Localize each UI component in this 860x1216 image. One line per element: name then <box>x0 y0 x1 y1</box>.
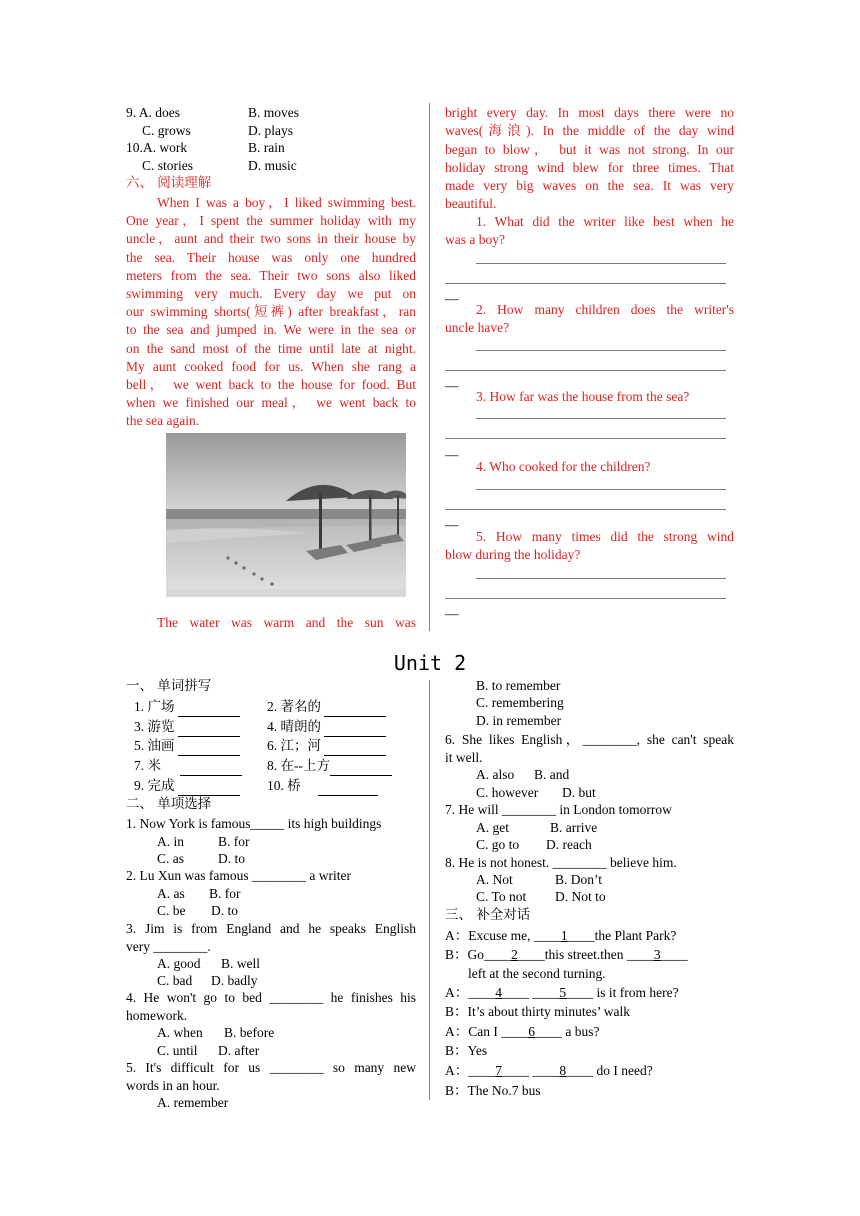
section-three-heading: 三、 补全对话 <box>445 907 531 923</box>
mc-option: A. in <box>157 834 184 849</box>
mc-option: B. well <box>221 956 260 971</box>
question-text: words in an hour. <box>126 1077 220 1093</box>
dialog-line-2: B：Go____2____this street.then ____3____ <box>445 947 688 962</box>
q10-option-a: 10.A. work <box>126 140 188 155</box>
mc-option: D. to <box>218 851 245 866</box>
question-text: uncle have? <box>445 320 510 335</box>
q10-option-c: C. stories <box>142 158 194 173</box>
dialog-line-8: B：The No.7 bus <box>445 1083 541 1098</box>
mc-question-7: 7. He will ________ in London tomorrow <box>445 802 672 817</box>
dialog-line-4: B：It’s about thirty minutes’ walk <box>445 1004 630 1019</box>
question-5 <box>445 528 734 564</box>
mc-option: D. in remember <box>476 713 562 728</box>
word-item: 8. 在--上方 <box>267 757 392 776</box>
mc-question-8: 8. He is not honest. ________ believe him. <box>445 855 677 870</box>
passage-line: our swimming shorts(短裤) after breakfast，ran <box>126 304 416 320</box>
answer-line[interactable] <box>476 418 726 419</box>
mc-option: C. until <box>157 1043 198 1058</box>
word-item: 7. 米 <box>134 757 242 776</box>
passage-line: When I was a boy，I liked swimming best. <box>157 195 416 210</box>
passage-line: on the sand most of the time until late at night. <box>126 340 416 356</box>
mc-option: B. to remember <box>476 678 561 693</box>
mc-option: C. go to <box>476 837 520 852</box>
mc-option: A. get <box>476 820 509 835</box>
question-1 <box>445 213 734 249</box>
word-item: 2. 著名的 <box>267 698 386 717</box>
answer-line[interactable] <box>476 578 726 579</box>
mc-option: D. badly <box>211 973 258 988</box>
q9-option-b: B. moves <box>248 105 300 120</box>
section-one-heading: 一、 单词拼写 <box>126 678 212 694</box>
q10-option-d: D. music <box>248 158 297 173</box>
passage-line: when we finished our meal， we went back to <box>126 395 416 411</box>
answer-line[interactable] <box>476 263 726 264</box>
mc-question-4 <box>126 989 416 1024</box>
passage-line: My aunt cooked food for us. When she rang a <box>126 358 416 374</box>
mc-option: D. but <box>562 785 596 800</box>
mc-option: A. good <box>157 956 201 971</box>
passage-line: holiday strong wind blew for three times. That <box>445 159 734 175</box>
section-two-heading: 二、 单项选择 <box>126 796 212 812</box>
reading-passage-right <box>445 104 734 214</box>
question-3 <box>476 388 736 406</box>
answer-line[interactable] <box>476 350 726 351</box>
question-text: 1. What did the writer like best when he <box>476 214 734 229</box>
mc-option: A. when <box>157 1025 203 1040</box>
mc-question-2: 2. Lu Xun was famous ________ a writer <box>126 868 351 883</box>
answer-dash: — <box>445 606 459 621</box>
question-text: 5. It's difficult for us ________ so many new <box>126 1060 416 1075</box>
word-item: 4. 晴朗的 <box>267 718 386 737</box>
mc-option: C. as <box>157 851 184 866</box>
mc-question-5 <box>126 1059 416 1094</box>
mc-option: C. remembering <box>476 695 564 710</box>
question-text: 5. How many times did the strong wind <box>476 529 734 544</box>
dialog-line-6: B：Yes <box>445 1043 488 1058</box>
mc-option: C. bad <box>157 973 193 988</box>
dialog-line-5: A：Can I ____6____ a bus? <box>445 1024 600 1039</box>
passage-continuation: The water was warm and the sun was <box>157 615 416 630</box>
passage-line: to the sea and jumped in. We were in the sea or <box>126 322 416 338</box>
mc-question-3 <box>126 920 416 955</box>
mc-question-1: 1. Now York is famous_____ its high buildings <box>126 816 382 831</box>
question-text: it well. <box>445 749 483 765</box>
word-item: 1. 广场 <box>134 698 240 717</box>
passage-line: meters from the sea. Their two sons also liked <box>126 267 416 283</box>
mc-option: C. To not <box>476 889 527 904</box>
answer-line[interactable] <box>445 283 726 284</box>
answer-line[interactable] <box>445 370 726 371</box>
question-text: 6. She likes English，________, she can't speak <box>445 732 734 747</box>
reading-passage-left <box>126 194 416 431</box>
column-divider-bottom <box>429 680 430 1100</box>
mc-option: D. after <box>218 1043 260 1058</box>
question-text: very ________. <box>126 938 211 954</box>
passage-line: bell， we went back to the house for food. But <box>126 377 416 393</box>
mc-question-6 <box>445 731 734 766</box>
beach-photo <box>166 433 406 597</box>
dialog-line-2-cont: left at the second turning. <box>468 966 606 981</box>
mc-option: B. and <box>534 767 570 782</box>
unit-title: Unit 2 <box>393 651 467 675</box>
mc-option: B. for <box>218 834 250 849</box>
word-item: 9. 完成 <box>134 777 240 796</box>
passage-line: waves(海浪). In the middle of the day wind <box>445 123 734 139</box>
passage-line: beautiful. <box>445 196 497 212</box>
question-text: 3. Jim is from England and he speaks English <box>126 921 416 936</box>
q9-option-c: C. grows <box>142 123 191 138</box>
mc-option: B. arrive <box>550 820 598 835</box>
question-4 <box>476 458 736 476</box>
mc-option: A. Not <box>476 872 513 887</box>
word-item: 5. 油画 <box>134 737 240 756</box>
word-item: 6. 江；河 <box>267 737 386 756</box>
answer-line[interactable] <box>445 598 726 599</box>
dialog-line-1: A：Excuse me, ____1____the Plant Park? <box>445 928 677 943</box>
question-text: was a boy? <box>445 232 505 247</box>
answer-dash: — <box>445 447 459 462</box>
question-text: 4. Who cooked for the children? <box>476 459 651 474</box>
mc-option: A. as <box>157 886 185 901</box>
passage-line: made very big waves on the sea. It was very <box>445 178 734 194</box>
mc-option: D. to <box>211 903 238 918</box>
mc-option: B. Don’t <box>555 872 603 887</box>
dialog-line-3: A：____4____ ____5____ is it from here? <box>445 985 679 1000</box>
mc-option: A. also <box>476 767 515 782</box>
answer-dash: — <box>445 291 459 306</box>
mc-option: C. be <box>157 903 186 918</box>
q9-option-d: D. plays <box>248 123 293 138</box>
answer-dash: — <box>445 517 459 532</box>
passage-line: the sea again. <box>126 413 200 429</box>
question-text: 4. He won't go to bed ________ he finishes his <box>126 990 416 1005</box>
passage-line: the sea. Their house was only one hundred <box>126 249 416 265</box>
answer-dash: — <box>445 378 459 393</box>
answer-line[interactable] <box>445 509 726 510</box>
mc-option: A. remember <box>157 1095 229 1110</box>
mc-option: C. however <box>476 785 539 800</box>
question-text: 2. How many children does the writer's <box>476 302 734 317</box>
passage-line: One year，I spent the summer holiday with my <box>126 213 416 229</box>
section-six-heading: 六、 阅读理解 <box>126 175 212 191</box>
answer-line[interactable] <box>445 438 726 439</box>
mc-option: D. Not to <box>555 889 606 904</box>
q9-option-a: 9. A. does <box>126 105 180 120</box>
question-text: homework. <box>126 1007 188 1023</box>
column-divider-top <box>429 103 430 631</box>
passage-line: bright every day. In most days there were no <box>445 105 734 120</box>
q10-option-b: B. rain <box>248 140 285 155</box>
mc-option: B. before <box>224 1025 275 1040</box>
passage-line: began to blow， but it was not strong. In our <box>445 141 734 157</box>
mc-option: D. reach <box>546 837 592 852</box>
dialog-line-7: A：____7____ ____8____ do I need? <box>445 1063 653 1078</box>
word-item: 10. 桥 <box>267 777 378 796</box>
word-item: 3. 游览 <box>134 718 240 737</box>
question-text: blow during the holiday? <box>445 547 581 562</box>
passage-line: uncle，aunt and their two sons in their house by <box>126 231 416 247</box>
question-text: 3. How far was the house from the sea? <box>476 389 690 404</box>
mc-option: B. for <box>209 886 241 901</box>
passage-line: swimming very much. Every day we put on <box>126 286 416 302</box>
answer-line[interactable] <box>476 489 726 490</box>
question-2 <box>445 301 734 337</box>
